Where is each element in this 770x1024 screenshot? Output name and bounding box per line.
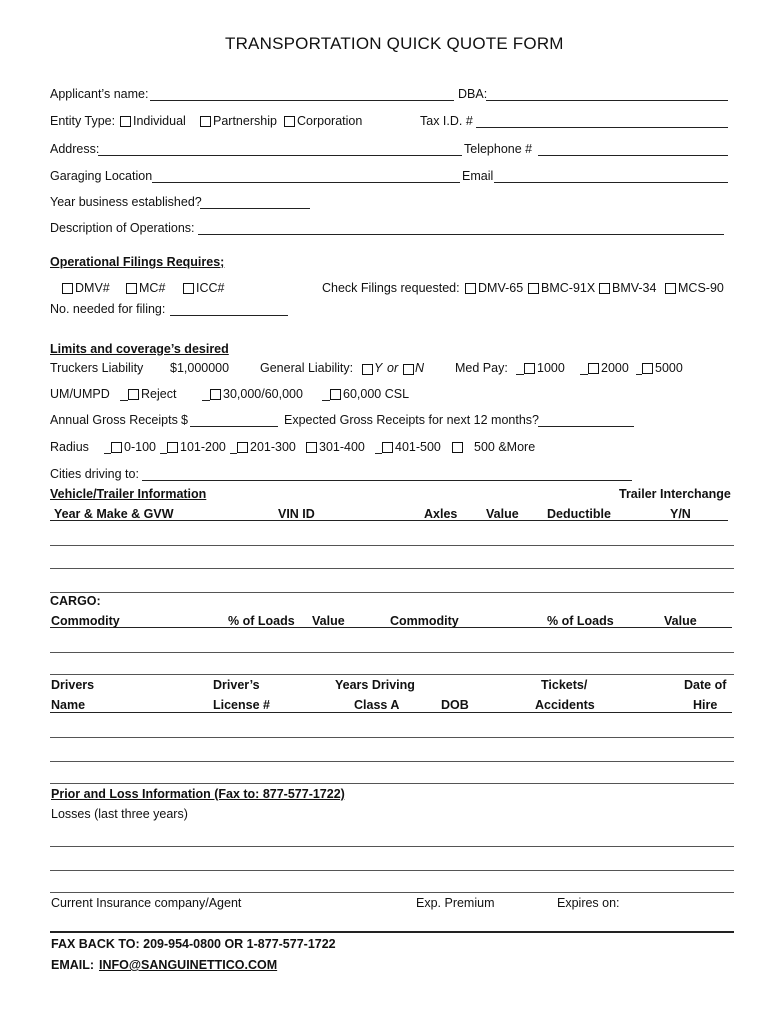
radius-301-400-label: 301-400 — [319, 440, 365, 454]
um-reject-line — [120, 400, 128, 401]
vehicle-row-line[interactable] — [50, 545, 734, 546]
radius-201-300-label: 201-300 — [250, 440, 296, 454]
vehicle-row-line[interactable] — [50, 568, 734, 569]
cargo-col-value-2: Value — [664, 614, 697, 628]
year-established-field[interactable] — [200, 208, 310, 209]
vehicle-row-line[interactable] — [50, 592, 734, 593]
filing-bmv34-checkbox[interactable] — [599, 283, 610, 294]
med-pay-label: Med Pay: — [455, 361, 508, 375]
cargo-row-line[interactable] — [50, 674, 734, 675]
no-needed-label: No. needed for filing: — [50, 302, 166, 316]
form-title: TRANSPORTATION QUICK QUOTE FORM — [225, 34, 564, 53]
applicant-name-label: Applicant’s name: — [50, 87, 149, 101]
med-pay-2000-label: 2000 — [601, 361, 629, 375]
med-pay-5000-checkbox[interactable] — [642, 363, 653, 374]
general-liability-or: or — [387, 361, 399, 375]
cargo-col-loads: % of Loads — [228, 614, 295, 628]
cargo-col-loads-2: % of Loads — [547, 614, 614, 628]
filing-bmv34-label: BMV-34 — [612, 281, 657, 295]
radius-201-300-checkbox[interactable] — [237, 442, 248, 453]
expected-gross-field[interactable] — [538, 426, 634, 427]
filing-mc-label: MC# — [139, 281, 166, 295]
filing-bmc91x-label: BMC-91X — [541, 281, 596, 295]
radius-label: Radius — [50, 440, 89, 454]
email-footer-label: EMAIL: — [51, 958, 95, 972]
email-label: Email — [462, 169, 494, 183]
filing-bmc91x-checkbox[interactable] — [528, 283, 539, 294]
filing-dmv65-checkbox[interactable] — [465, 283, 476, 294]
drivers-col-dob: DOB — [441, 698, 469, 712]
um-umpd-label: UM/UMPD — [50, 387, 110, 401]
drivers-col-drivers: Drivers — [51, 678, 95, 692]
radius-500-more-checkbox[interactable] — [452, 442, 463, 453]
um-csl-checkbox[interactable] — [330, 389, 341, 400]
address-label: Address: — [50, 142, 100, 156]
filings-heading: Operational Filings Requires; — [50, 255, 225, 269]
entity-type-label: Entity Type: — [50, 114, 116, 128]
vehicle-heading: Vehicle/Trailer Information — [50, 487, 207, 501]
cities-field[interactable] — [142, 480, 632, 481]
year-established-label: Year business established? — [50, 195, 202, 209]
exp-premium-label: Exp. Premium — [416, 896, 495, 910]
loss-heading: Prior and Loss Information (Fax to: 877-577-1722) — [51, 787, 345, 801]
cargo-col-commodity-2: Commodity — [390, 614, 459, 628]
radius-101-200-label: 101-200 — [180, 440, 226, 454]
drivers-col-accidents: Accidents — [535, 698, 595, 712]
filing-dmv65-label: DMV-65 — [478, 281, 524, 295]
med-pay-2000-line — [580, 374, 588, 375]
filing-icc-label: ICC# — [196, 281, 225, 295]
med-pay-5000-line — [636, 374, 642, 375]
applicant-name-field[interactable] — [150, 100, 454, 101]
annual-gross-dollar: $ — [181, 413, 188, 427]
um-csl-line — [322, 400, 330, 401]
radius-401-500-checkbox[interactable] — [382, 442, 393, 453]
entity-corporation-label: Corporation — [297, 114, 363, 128]
description-label: Description of Operations: — [50, 221, 195, 235]
filing-mcs90-checkbox[interactable] — [665, 283, 676, 294]
radius-401-500-label: 401-500 — [395, 440, 441, 454]
vehicle-col-yn: Y/N — [670, 507, 691, 521]
um-reject-checkbox[interactable] — [128, 389, 139, 400]
general-liability-y-label: Y — [374, 361, 383, 375]
no-needed-field[interactable] — [170, 315, 288, 316]
expires-on-label: Expires on: — [557, 896, 620, 910]
vehicle-col-year: Year & Make & GVW — [54, 507, 174, 521]
annual-gross-field[interactable] — [190, 426, 278, 427]
general-liability-n-label: N — [415, 361, 425, 375]
tax-id-label: Tax I.D. # — [420, 114, 473, 128]
general-liability-n-checkbox[interactable] — [403, 364, 414, 375]
vehicle-col-vin: VIN ID — [278, 507, 315, 521]
annual-gross-label: Annual Gross Receipts — [50, 413, 178, 427]
um-30000-checkbox[interactable] — [210, 389, 221, 400]
filing-dmv-label: DMV# — [75, 281, 110, 295]
filing-icc-checkbox[interactable] — [183, 283, 194, 294]
drivers-col-drivers-license-top: Driver’s — [213, 678, 260, 692]
loss-row-line[interactable] — [50, 846, 734, 847]
drivers-col-tickets-top: Tickets/ — [541, 678, 588, 692]
med-pay-1000-checkbox[interactable] — [524, 363, 535, 374]
cargo-row-line[interactable] — [50, 652, 734, 653]
telephone-field[interactable] — [538, 155, 728, 156]
dba-label: DBA: — [458, 87, 488, 101]
radius-101-200-line — [160, 453, 167, 454]
drivers-col-date-top: Date of — [684, 678, 727, 692]
med-pay-1000-label: 1000 — [537, 361, 565, 375]
radius-0-100-checkbox[interactable] — [111, 442, 122, 453]
truckers-liability-label: Truckers Liability — [50, 361, 144, 375]
address-field[interactable] — [98, 155, 462, 156]
drivers-col-years-top: Years Driving — [335, 678, 415, 692]
limits-heading: Limits and coverage’s desired — [50, 342, 229, 356]
filing-mcs90-label: MCS-90 — [678, 281, 724, 295]
drivers-col-name: Name — [51, 698, 86, 712]
med-pay-1000-line — [516, 374, 524, 375]
radius-0-100-line — [104, 453, 111, 454]
radius-301-400-checkbox[interactable] — [306, 442, 317, 453]
check-filings-label: Check Filings requested: — [322, 281, 460, 295]
radius-500-more-label: 500 &More — [474, 440, 536, 454]
drivers-col-hire: Hire — [693, 698, 718, 712]
tax-id-field[interactable] — [476, 127, 728, 128]
footer-divider — [50, 931, 734, 933]
current-insurance-label: Current Insurance company/Agent — [51, 896, 242, 910]
cargo-heading: CARGO: — [50, 594, 101, 608]
entity-corporation-checkbox[interactable] — [284, 116, 295, 127]
radius-201-300-line — [230, 453, 237, 454]
vehicle-col-value: Value — [486, 507, 519, 521]
description-field[interactable] — [198, 234, 724, 235]
entity-partnership-label: Partnership — [213, 114, 277, 128]
dba-field[interactable] — [486, 100, 728, 101]
vehicle-col-deductible: Deductible — [547, 507, 611, 521]
truckers-liability-value: $1,000000 — [170, 361, 230, 375]
loss-row-line[interactable] — [50, 870, 734, 871]
garaging-location-label: Garaging Location — [50, 169, 153, 183]
drivers-row-line[interactable] — [50, 761, 734, 762]
garaging-location-field[interactable] — [152, 182, 460, 183]
drivers-row-line[interactable] — [50, 783, 734, 784]
radius-0-100-label: 0-100 — [124, 440, 156, 454]
med-pay-2000-checkbox[interactable] — [588, 363, 599, 374]
cargo-col-value: Value — [312, 614, 345, 628]
cities-label: Cities driving to: — [50, 467, 139, 481]
drivers-row-line[interactable] — [50, 737, 734, 738]
entity-partnership-checkbox[interactable] — [200, 116, 211, 127]
general-liability-y-checkbox[interactable] — [362, 364, 373, 375]
drivers-col-license: License # — [213, 698, 270, 712]
um-reject-label: Reject — [141, 387, 177, 401]
fax-back-line: FAX BACK TO: 209-954-0800 OR 1-877-577-1722 — [51, 937, 336, 951]
drivers-col-class: Class A — [354, 698, 400, 712]
vehicle-col-axles: Axles — [424, 507, 458, 521]
telephone-label: Telephone # — [464, 142, 533, 156]
entity-individual-label: Individual — [133, 114, 186, 128]
radius-401-500-line — [375, 453, 382, 454]
cargo-col-commodity: Commodity — [51, 614, 120, 628]
filing-mc-checkbox[interactable] — [126, 283, 137, 294]
losses-label: Losses (last three years) — [51, 807, 188, 821]
email-footer-link[interactable]: INFO@SANGUINETTICO.COM — [99, 958, 278, 972]
filing-dmv-checkbox[interactable] — [62, 283, 73, 294]
general-liability-label: General Liability: — [260, 361, 354, 375]
med-pay-5000-label: 5000 — [655, 361, 683, 375]
entity-individual-checkbox[interactable] — [120, 116, 131, 127]
um-csl-label: 60,000 CSL — [343, 387, 410, 401]
um-30000-label: 30,000/60,000 — [223, 387, 303, 401]
trailer-interchange-label: Trailer Interchange — [619, 487, 731, 501]
radius-101-200-checkbox[interactable] — [167, 442, 178, 453]
expected-gross-label: Expected Gross Receipts for next 12 months? — [284, 413, 539, 427]
um-30000-line — [202, 400, 210, 401]
email-field[interactable] — [494, 182, 728, 183]
loss-row-line[interactable] — [50, 892, 734, 893]
